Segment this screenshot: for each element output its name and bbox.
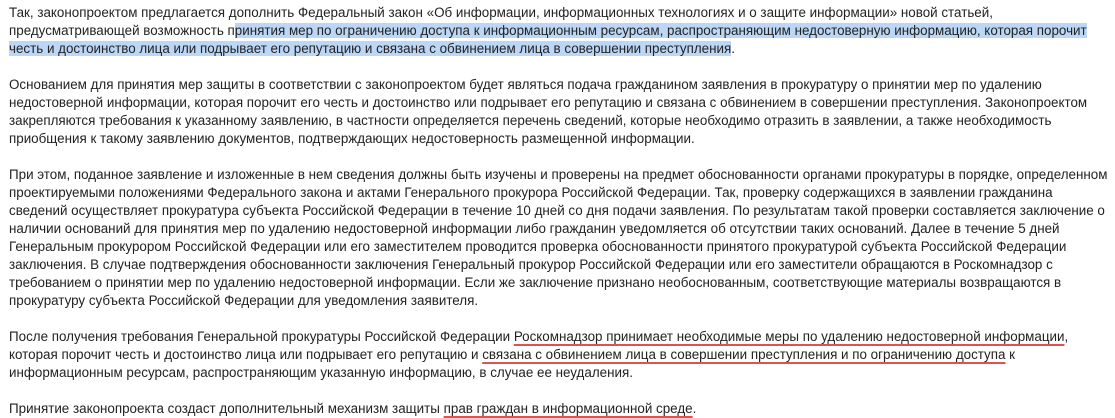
underlined-phrase: Роскомнадзор принимает необходимые меры по удалению недостоверной информации	[513, 329, 1065, 344]
text-run: .	[692, 401, 697, 416]
text-run: Принятие законопроекта создаст дополнительный механизм защиты	[9, 401, 444, 416]
underlined-phrase: прав граждан в информационной среде	[443, 401, 693, 416]
text-run: При этом, поданное заявление и изложенные в нем сведения должны быть изучены и проверены на предмет обоснованности органами прокуратуры в порядке, определенном проектируемыми положениями Федерального закона и актами Генерального прокурора Российской Федерации. Так, проверку содержащихся в заявлении гражданина сведений осуществляет прокуратура субъекта Российской Федерации в течение 10 дней со дня подачи заявления. По результатам такой проверки составляется заключение о наличии оснований для принятия мер по удалению недостоверной информации либо гражданин уведомляется об отсутствии таких оснований. Далее в течение 5 дней Генеральным прокурором Российской Федерации или его заместителем проводится проверка обоснованности принятого прокуратурой субъекта Российской Федерации заключения. В случае подтверждения обоснованности заключения Генеральный прокурор Российской Федерации или его заместители обращаются в Роскомнадзор с требованием о принятии мер по удалению недостоверной информации. Если же заключение признано необоснованным, соответствующие материалы возвращаются в прокуратуру субъекта Российской Федерации для уведомления заявителя.	[9, 167, 1108, 308]
selected-text[interactable]: ринятия мер по ограничению доступа к информационным ресурсам, распространяющим недостоверную информацию, которая порочит честь и достоинство лица или подрывает его репутацию и связана с обвинением лица в совершении преступления	[9, 23, 1087, 56]
paragraph-5	[9, 400, 1109, 418]
paragraph-3	[9, 166, 1109, 310]
text-run: к информационным ресурсам, распространяющим указанную информацию, в случае ее неудаления.	[9, 347, 1016, 380]
text-run: Основанием для принятия мер защиты в соответствии с законопроектом будет являться подача гражданином заявления в прокуратуру о принятии мер по удалению недостоверной информации, которая порочит его честь и достоинство или подрывает его репутацию и связана с обвинением в совершении преступления. Законопроектом закрепляются требования к указанному заявлению, в частности определяется перечень сведений, которые необходимо отразить в заявлении, а также необходимость приобщения к такому заявлению документов, подтверждающих недостоверность размещенной информации.	[9, 77, 1088, 146]
paragraph-1	[9, 4, 1109, 58]
document-body	[9, 4, 1109, 418]
paragraph-4	[9, 328, 1109, 382]
underlined-phrase: связана с обвинением лица в совершении преступления и по ограничению доступа	[482, 347, 1006, 362]
paragraph-2	[9, 76, 1109, 148]
text-run: Так, законопроектом предлагается дополнить Федеральный закон «Об информации, информационных технологиях и о защите информации» новой статьей, предусматривающей возможность п	[9, 5, 993, 38]
text-run: .	[731, 41, 735, 56]
text-run: После получения требования Генеральной прокуратуры Российской Федерации	[9, 329, 514, 344]
text-run: , которая порочит честь и достоинство лица или подрывает его репутацию и	[9, 329, 1069, 362]
